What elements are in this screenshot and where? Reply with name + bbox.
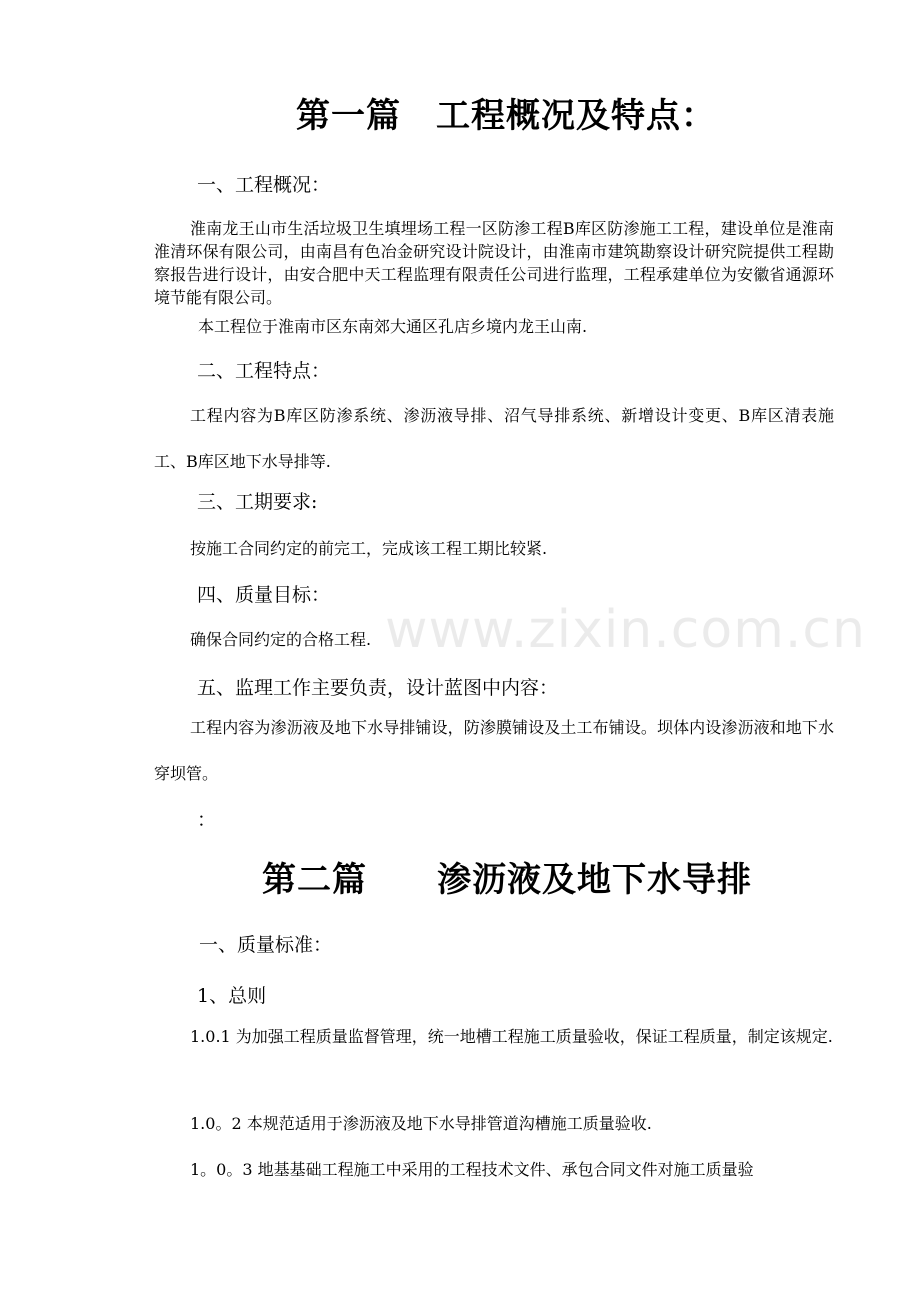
part1-section4-paragraph: 确保合同约定的合格工程. — [190, 630, 372, 649]
part1-section5-paragraph: 工程内容为渗沥液及地下水导排铺设，防渗膜铺设及土工布铺设。坝体内设渗沥液和地下水穿坝管。 — [154, 718, 834, 783]
part2-section1-heading: 一、质量标准： — [199, 934, 333, 956]
part1-section1-paragraph2: 本工程位于淮南市区东南郊大通区孔店乡境内龙王山南. — [198, 317, 588, 336]
part2-subsection1-heading: 1、总则 — [197, 985, 267, 1007]
part1-section2-paragraph: 工程内容为B库区防渗系统、渗沥液导排、沼气导排系统、新增设计变更、B库区清表施工、B库区地下水导排等. — [154, 406, 834, 471]
part1-section1-heading: 一、工程概况： — [197, 174, 331, 196]
part1-section2-heading: 二、工程特点： — [197, 360, 331, 382]
clause-1-0-1: 1.0.1 为加强工程质量监督管理，统一地槽工程施工质量验收，保证工程质量，制定该规定. — [190, 1027, 833, 1046]
part1-title: 第一篇 工程概况及特点： — [296, 96, 716, 136]
part1-section5-heading: 五、监理工作主要负责，设计蓝图中内容： — [197, 677, 559, 699]
part1-section1-paragraph1: 淮南龙王山市生活垃圾卫生填埋场工程一区防渗工程B库区防渗施工工程，建设单位是淮南淮清环保有限公司，由南昌有色冶金研究设计院设计，由淮南市建筑勘察设计研究院提供工程勘察报告进行设计，由安合肥中天工程监理有限责任公司进行监理，工程承建单位为安徽省通源环境节能有限公司。 — [154, 219, 834, 307]
part2-title: 第二篇 渗沥液及地下水导排 — [262, 860, 752, 900]
clause-1-0-3: 1。0。3 地基基础工程施工中采用的工程技术文件、承包合同文件对施工质量验 — [190, 1160, 754, 1179]
clause-1-0-2: 1.0。2 本规范适用于渗沥液及地下水导排管道沟槽施工质量验收. — [190, 1114, 652, 1133]
part1-section3-paragraph: 按施工合同约定的前完工，完成该工程工期比较紧. — [190, 539, 548, 558]
watermark: www.zixin.com.cn — [385, 600, 866, 660]
part1-section3-heading: 三、工期要求: — [197, 491, 318, 513]
part1-section4-heading: 四、质量目标： — [197, 584, 331, 606]
stray-colon-mark: ： — [197, 809, 217, 831]
